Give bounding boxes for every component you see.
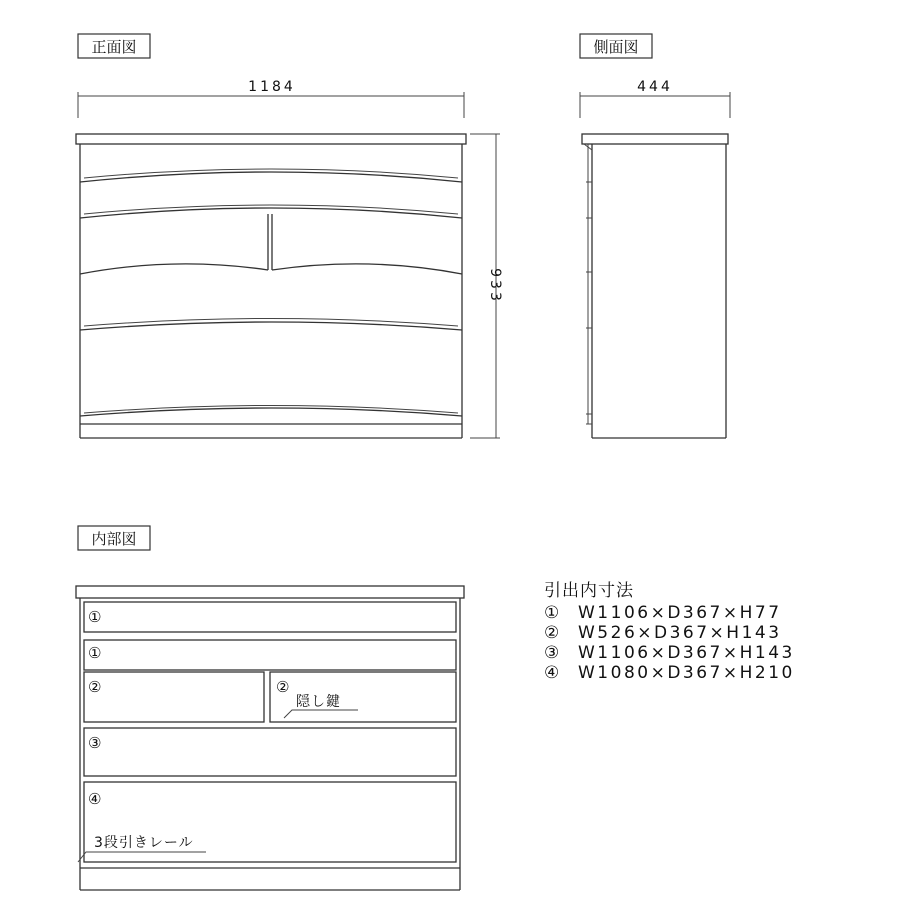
side-view — [580, 34, 730, 438]
drawer-mark-1a: ① — [88, 608, 102, 626]
front-view-label: 正面図 — [91, 38, 137, 56]
front-top-board — [76, 134, 466, 144]
drawer-spec-list — [544, 581, 795, 683]
drawer-mark-4: ④ — [88, 790, 102, 808]
front-cabinet — [76, 134, 466, 438]
interior-drawer-1b — [84, 640, 456, 670]
spec-title: 引出内寸法 — [544, 581, 634, 601]
interior-drawer-3 — [84, 728, 456, 776]
spec-row-2-size: W526×D367×H143 — [578, 623, 782, 643]
width-dimension — [78, 79, 464, 118]
spec-row-1-mark: ① — [544, 603, 562, 623]
spec-row-1-size: W1106×D367×H77 — [578, 603, 782, 623]
interior-drawer-2-left — [84, 672, 264, 722]
interior-top-board — [76, 586, 464, 598]
spec-row-4-size: W1080×D367×H210 — [578, 663, 795, 683]
spec-row-2-mark: ② — [544, 623, 562, 643]
rail-note-label: 3段引きレール — [94, 835, 194, 851]
drawer-mark-2-right: ② — [276, 678, 290, 696]
side-view-label: 側面図 — [593, 38, 639, 56]
interior-view-label: 内部図 — [91, 530, 137, 548]
side-top-board — [582, 134, 728, 144]
interior-drawer-1a — [84, 602, 456, 632]
spec-row-3-size: W1106×D367×H143 — [578, 643, 795, 663]
hidden-key-callout — [284, 693, 358, 718]
drawer-3-edge — [80, 322, 462, 330]
drawer-mark-2-left: ② — [88, 678, 102, 696]
height-value: 933 — [487, 268, 503, 304]
width-value: 1184 — [248, 79, 296, 95]
side-cabinet — [582, 134, 728, 438]
height-dimension — [470, 134, 503, 438]
rail-callout — [78, 834, 206, 862]
drawer-2-right-bottom — [272, 264, 462, 274]
drawer-2-left-bottom — [80, 264, 268, 274]
drawer-mark-1b: ① — [88, 644, 102, 662]
hidden-key-label: 隠し鍵 — [296, 694, 341, 710]
interior-view — [76, 526, 464, 890]
front-view — [76, 34, 503, 438]
depth-value: 444 — [637, 79, 673, 95]
drawer-mark-3: ③ — [88, 734, 102, 752]
spec-row-4-mark: ④ — [544, 663, 562, 683]
spec-row-3-mark: ③ — [544, 643, 562, 663]
depth-dimension — [580, 79, 730, 118]
